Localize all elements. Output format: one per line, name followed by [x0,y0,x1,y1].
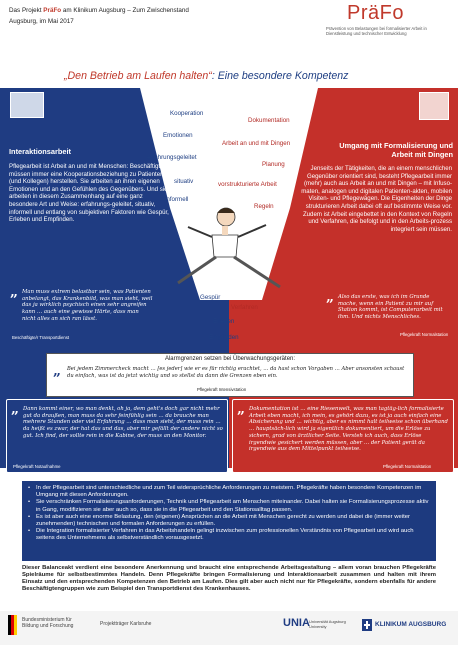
uni-logo: UNIA [283,617,310,629]
header-suffix: am Klinikum Augsburg – Zum Zwischenstand [61,7,189,14]
bullet-text: Es ist aber auch eine enorme Belastung, den (eigenen) Ansprüchen an die Arbeit mit Menschen gerecht zu werden und dabei die (immer weiter zunehmenden) technischen und formalen Anforderungen zu erfüllen. [36,513,410,528]
bullet-item: • Sie verschränken Formalisierungsanforderungen, Technik und Pflegearbeit am Menschen miteinander. Dabei halten sie Formalisierungsprozesse aktiv in Gang, modifizieren sie aber auch so, dass sie in die Pflegearbeit und den Stationsalltag passen. [28,499,429,513]
klinikum-logo-text: KLINIKUM AUGSBURG [375,621,447,628]
formalisierung-body: Jenseits der Tätigkeiten, die an einem menschlichen Gegenüber orientiert sind, besteht Pflegearbeit immer (mehr) auch aus Arbeit an und mit Dingen – mit Infuso-maten, analogen und digitalen Patienten-akten, mobilen Visiten- und Pflegewägen. Die Eigenheiten der Dinge strukturieren Arbeit dabei oft auf bestimmte Weise vor. Zudem ist Arbeit eingebettet in den Kontext von Regeln und Verfahren, die befolgt und in den Arbeits-prozess integriert sein müssen. [301,165,452,233]
praefo-logo: PräFo [347,2,404,24]
bullet-text: Die Integration formalisierter Verfahren in das Arbeitshandeln gelingt inzwischen zum professionellen Verständnis von Pflegearbeit und wird auch seitens des Unternehmens als selbstverständlich vorausgesetzt. [36,528,414,542]
word-verfahren: Verfahren [231,304,258,311]
balancing-person-illustration [168,205,308,295]
uni-logo-text: Universität Augsburg University [309,619,346,629]
quote-text: Also das erste, was ich im Grunde mache, wenn ein Patient zu mir auf Station kommt, ist Computerarbeit mit ihm. Und nichts Menschliches. [338,294,443,321]
footer [0,611,458,645]
quote-mark-icon: „ [53,363,62,379]
conclusions-panel [22,481,436,561]
word-erfahrungsgeleitet: erfahrungsgeleitet [147,154,197,161]
interaktionsarbeit-body: Pflegearbeit ist Arbeit an und mit Menschen: Beschäftigte müssen immer eine Kooperationsbeziehung zu Patienten (und Kollegen) herstellen. Sie arbeiten an ihren eigenen Emotionen und an den Gefühlen des Gegenübers. Und sie arbeiten in diesem Zusammenhang auf eine ganz besondere Art und Weise: erfahrungs-geleitet, situativ, informell und entlang von subjektiven Faktoren wie Gespür, Erleben und Empfinden. [9,163,169,224]
header-prefix: Das Projekt [9,7,44,14]
word-kooperation: Kooperation [170,110,204,117]
title-rest: : Eine besondere Kompetenz [211,70,349,82]
word-dokumentation: Dokumentation [248,117,290,124]
bmbf-logo-text: Bundesministerium für Bildung und Forschung [22,617,74,629]
interaktionsarbeit-heading: Interaktionsarbeit [9,147,72,156]
hospital-bed-image [10,92,44,118]
word-gespuer: Gespür [200,294,221,301]
word-situativ: situativ [174,178,194,185]
logo-subtitle: Prävention von Belastungen bei formalisierter Arbeit in Dienstleistung und technischer Entwicklung [326,26,427,36]
header-date: Augsburg, im Mai 2017 [9,18,74,25]
bullet-text: Sie verschränken Formalisierungsanforderungen, Technik und Pflegearbeit am Menschen miteinander. Dabei halten sie Formalisierungsprozesse aktiv in Gang, modifizieren sie aber auch so, dass sie in die Pflegearbeit und den Stationsalltag passen. [36,499,429,513]
header-brand: PräFo [43,7,62,14]
quote-source: Pflegekraft Normalstation [400,332,449,337]
quote-mark-icon: „ [326,289,335,305]
federal-eagle-icon [8,615,18,635]
alarm-quote-text: Bei jedem Zimmercheck macht … [es jeder] wie er es für richtig erachtet, … da hast schon Vorgaben … Aber ansonsten schaust du einfach, was ist da jetzt wichtig und so stellst du dann die Grenzen eben ein. [67,366,405,379]
header-line-1 [9,7,189,15]
alarm-quote-source: Pflegekraft Intensivstation [197,387,247,392]
bullet-item: • In der Pflegearbeit sind unterschiedliche und zum Teil widersprüchliche Anforderungen zu meistern. Pflegekräfte haben besondere Kompetenzen im Umgang mit diesen Anforderungen. [28,485,430,499]
title-quote: „Den Betrieb am Laufen halten“ [64,70,212,82]
quote-normalstation-1 [322,288,452,340]
quote-text: Man muss extrem belastbar sein, was Patienten anbelangt, das Krankenbild, was man sieht, weil das ja wirklich psychisch einen sehr angreifen kann … auch eine gewisse Härte, dass man nicht alles an sich ran lässt. [22,289,153,322]
word-vorstrukturierte: vorstrukturierte Arbeit [218,181,277,188]
summary-text: Dieser Balanceakt verdient eine besondere Anerkennung und braucht eine entsprechende Arbeitsgestaltung – allem voran brauchen Pflegekräfte Spielräume für selbstbestimmtes Handeln. Denn Pflegekräfte bringen Formalisierung und Interaktionsarbeit zusammen und halten mit ihrem Einsatz und den entsprechenden Kompetenzen den Betrieb am Laufen. Dies gilt aber auch nicht nur für Pflegekräfte, sondern ebenfalls für andere Beschäftigtengruppen wie zum Beispiel den Transportdienst des Krankenhauses. [22,565,436,593]
page-title [64,70,348,82]
pt-logo-text: Projektträger Karlsruhe [100,621,152,627]
medical-device-image [419,92,449,120]
alarm-quote-box [46,353,414,397]
quote-text: Dann kommt einer, wo man denkt, oh ja, dem geht's doch gar nicht mehr gut da draußen, man muss da sehr feinfühlig sein … da brauche man mehrere Stunden oder viel Erfahrung … dass man sieht, der muss rein … da heißt es zwar, der hat das und das, aber mir gefällt der andere nicht so gut. Ich find, der sollte rein in die Kabine, der muss an den Monitor. [23,406,223,439]
bullet-item: • Es ist aber auch eine enorme Belastung, den (eigenen) Ansprüchen an die Arbeit mit Menschen gerecht zu werden und dabei die (immer weiter zunehmenden) technischen und formalen Anforderungen zu erfüllen. [28,514,430,528]
quote-transportdienst [6,283,158,343]
quote-notaufnahme [6,399,228,473]
word-planung: Planung [262,161,285,168]
bullet-text: In der Pflegearbeit sind unterschiedliche und zum Teil widersprüchliche Anforderungen zu meistern. Pflegekräfte haben besondere Kompetenzen im Umgang mit diesen Anforderungen. [36,485,422,499]
quote-source: Beschäftigte/r Transportdienst [12,335,70,340]
word-erleben: Erleben [213,318,235,325]
quote-source: Pflegekraft Normalstation [383,464,432,469]
quote-normalstation-2 [232,399,454,473]
word-informell: informell [165,196,189,203]
word-regeln: Regeln [254,203,274,210]
formalisierung-heading: Umgang mit Formalisierung und Arbeit mit Dingen [339,141,453,159]
quote-source: Pflegekraft Notaufnahme [13,464,61,469]
quote-text: Dokumentation ist … eine Riesenwelt, was man tagtäg-lich formalisierte Arbeit eben macht, ich mein, es gehört dazu, es ist ja auch einfach eine Absicherung und … wichtig, aber es nimmt halt teilweise schon überhand … hauptsäch-lich wird ja eigentlich dokumentiert, um die Erlöse zu sichern, grad von ärztlicher Seite. Versteh ich auch, dass Erlöse irgendwie gesichert werden müssen, aber … der Patient gerät da irgendwie aus dem Mittelpunkt teilweise. [249,406,448,453]
word-emotionen: Emotionen [163,132,193,139]
quote-mark-icon: „ [237,401,246,417]
quote-mark-icon: „ [11,401,20,417]
word-arbeit-dingen: Arbeit an und mit Dingen [222,140,291,147]
klinikum-icon [362,619,372,631]
quote-mark-icon: „ [10,284,19,300]
word-empfinden: Empfinden [209,334,239,341]
alarm-heading: Alarmgrenzen setzen bei Überwachungsgeräten: [164,356,296,362]
bullet-item: • Die Integration formalisierter Verfahren in das Arbeitshandeln gelingt inzwischen zum professionellen Verständnis von Pflegearbeit und wird auch seitens des Unternehmens als selbstverständlich vorausgesetzt. [28,528,430,542]
